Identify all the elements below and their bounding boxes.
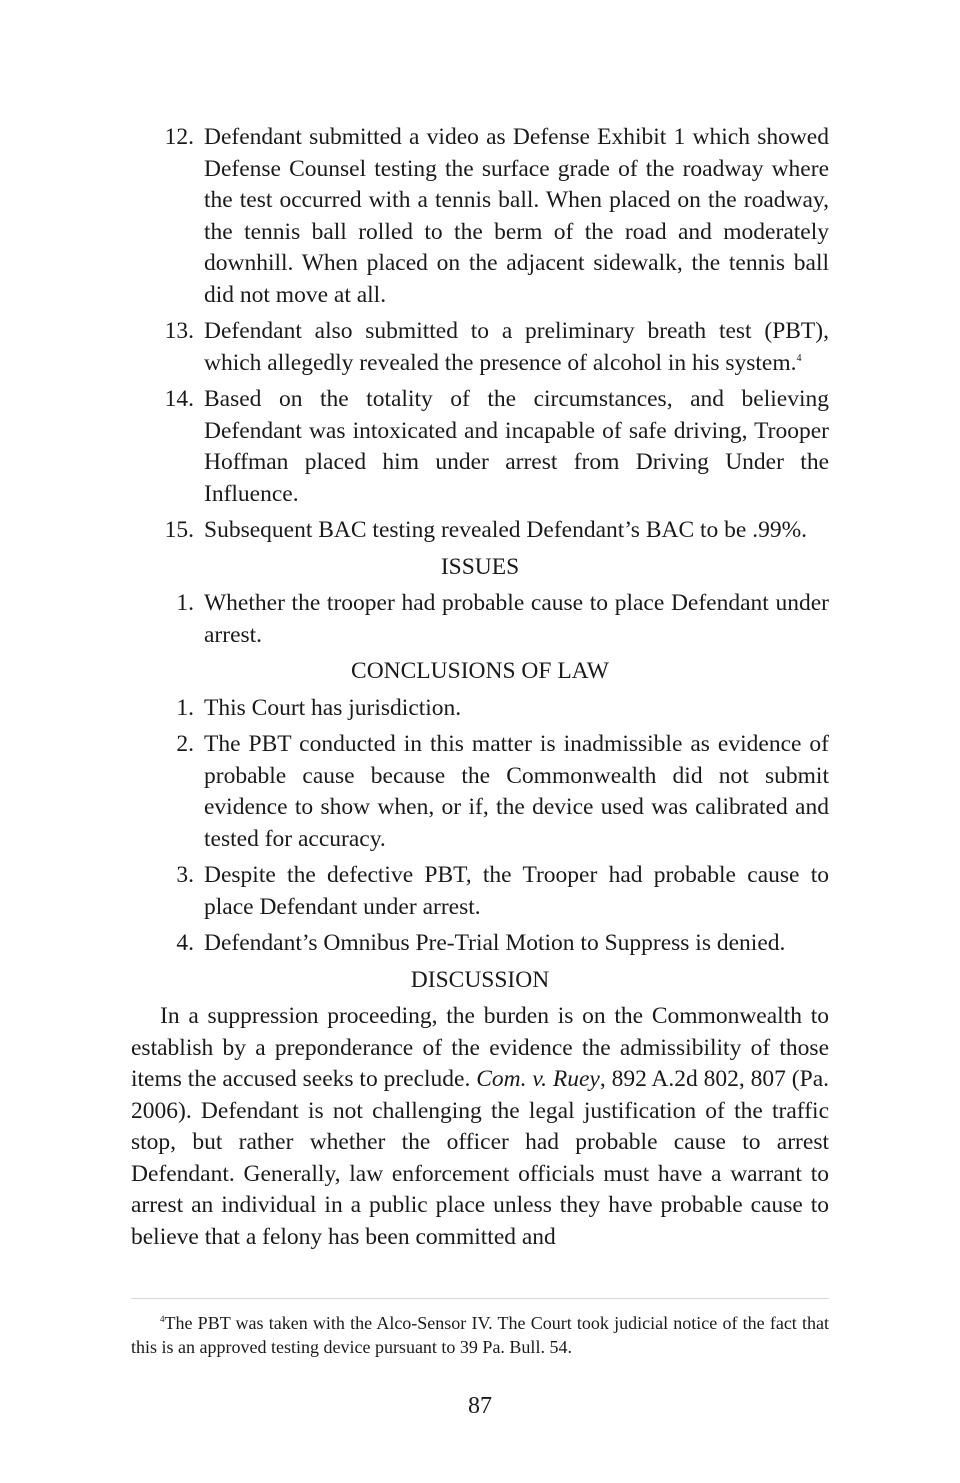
- conclusion-text: The PBT conducted in this matter is inadmissible as evidence of probable cause because the Commonwealth did not submit evidence to show when, or if, the device used was calibrated and tested for accuracy.: [204, 731, 829, 852]
- discussion-text-part1: In a suppression proceeding, the burden is on the Commonwealth to establish by a preponderance of the evidence the admissibility of those items the accused seeks to preclude.: [131, 1003, 829, 1092]
- page-number: 87: [468, 1393, 492, 1419]
- conclusions-list: [131, 693, 829, 960]
- finding-text: Defendant submitted a video as Defense Exhibit 1 which showed Defense Counsel testing the surface grade of the roadway where the test occurred with a tennis ball. When placed on the roadway, the tennis ball rolled to the berm of the road and moderately downhill. When placed on the adjacent sidewalk, the tennis ball did not move at all.: [204, 124, 829, 308]
- issues-heading: ISSUES: [440, 553, 520, 580]
- footnote-marker: 4: [160, 1314, 165, 1324]
- finding-item: [131, 316, 829, 379]
- findings-list: [131, 122, 829, 547]
- discussion-text-part2: , 892 A.2d 802, 807 (Pa. 2006). Defendant is not challenging the legal justification of the traffic stop, but rather whether the officer had probable cause to arrest Defendant. Generally, law enforcement officials must have a warrant to arrest an individual in a public place unless they have probable cause to believe that a felony has been committed and: [131, 1066, 829, 1250]
- issues-list: [131, 588, 829, 651]
- conclusion-text: Despite the defective PBT, the Trooper had probable cause to place Defendant under arrest.: [204, 862, 829, 920]
- finding-number: 15.: [164, 517, 194, 543]
- issue-number: 1.: [176, 590, 194, 616]
- conclusion-text: Defendant’s Omnibus Pre-Trial Motion to Suppress is denied.: [204, 930, 786, 956]
- conclusion-item: [131, 928, 829, 960]
- finding-item: [131, 515, 829, 547]
- finding-number: 13.: [164, 318, 194, 344]
- discussion-heading: DISCUSSION: [410, 966, 550, 993]
- discussion-paragraph: [131, 1001, 829, 1253]
- page-body: [131, 122, 829, 1253]
- finding-text: Subsequent BAC testing revealed Defendant’s BAC to be .99%.: [204, 517, 808, 543]
- conclusion-number: 3.: [176, 862, 194, 888]
- conclusion-item: [131, 729, 829, 855]
- issue-item: [131, 588, 829, 651]
- finding-text: Based on the totality of the circumstances, and believing Defendant was intoxicated and incapable of safe driving, Trooper Hoffman placed him under arrest from Driving Under the Influence.: [204, 386, 829, 507]
- finding-number: 14.: [164, 386, 194, 412]
- finding-number: 12.: [164, 124, 194, 150]
- case-citation: Com. v. Ruey: [476, 1066, 600, 1092]
- issue-text: Whether the trooper had probable cause to place Defendant under arrest.: [204, 590, 829, 648]
- finding-text: [204, 316, 829, 379]
- footnote-divider: [131, 1298, 829, 1299]
- conclusion-text: This Court has jurisdiction.: [204, 694, 462, 721]
- finding-item: [131, 122, 829, 311]
- conclusion-number: 1.: [176, 694, 194, 721]
- conclusions-heading: CONCLUSIONS OF LAW: [351, 658, 609, 684]
- conclusion-number: 4.: [176, 930, 194, 956]
- conclusion-number: 2.: [176, 731, 194, 757]
- conclusion-item: [131, 693, 829, 725]
- finding-item: [131, 384, 829, 510]
- footnote-reference[interactable]: 4: [796, 352, 802, 364]
- footnote-text: The PBT was taken with the Alco-Sensor IV. The Court took judicial notice of the fact that this is an approved testing device pursuant to 39 Pa. Bull. 54.: [131, 1313, 829, 1357]
- finding-text-content: Defendant also submitted to a preliminary breath test (PBT), which allegedly revealed the presence of alcohol in his system.: [204, 318, 829, 376]
- conclusion-item: [131, 860, 829, 923]
- footnote: [131, 1311, 829, 1359]
